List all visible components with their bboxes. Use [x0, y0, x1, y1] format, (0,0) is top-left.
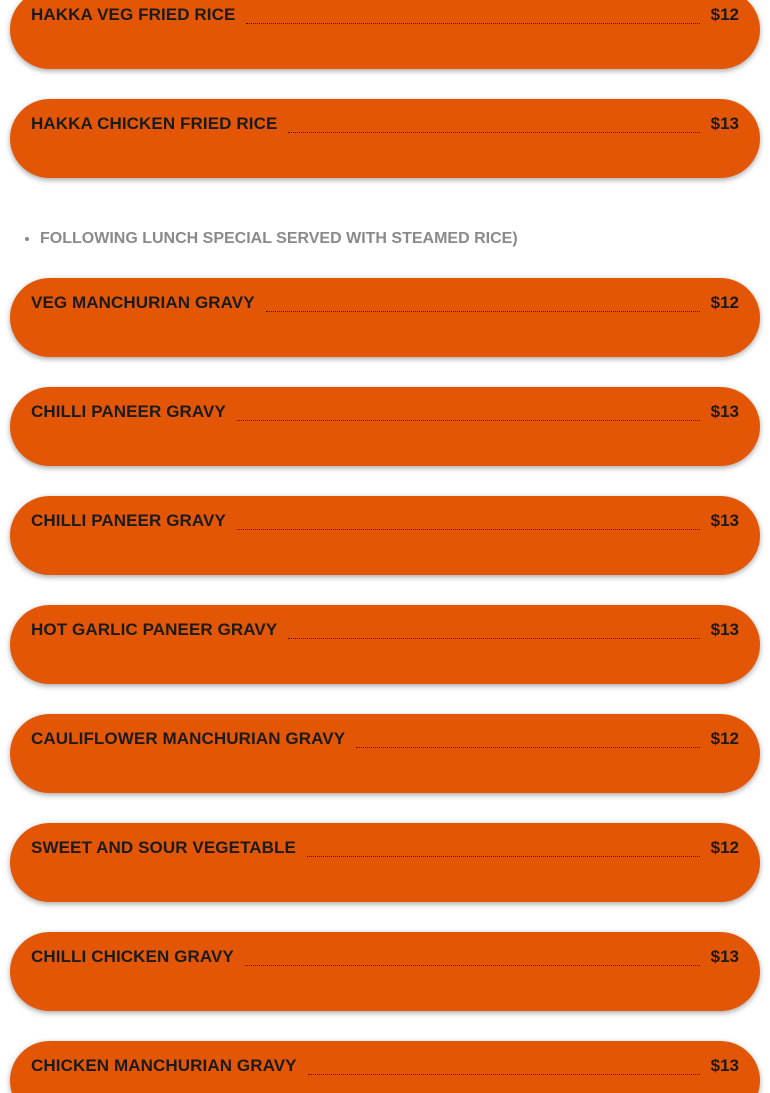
dotted-leader	[266, 311, 700, 312]
menu-item-card	[10, 605, 760, 684]
menu-item-name: HOT GARLIC PANEER GRAVY	[31, 620, 278, 639]
dotted-leader	[288, 638, 699, 639]
menu-item-card	[10, 932, 760, 1011]
menu-item-price: $13	[710, 114, 739, 133]
menu-item-card	[10, 823, 760, 902]
note-item: • FOLLOWING LUNCH SPECIAL SERVED WITH STEAMED RICE)	[40, 230, 518, 248]
dotted-leader	[288, 132, 699, 133]
menu-item-row	[31, 727, 739, 751]
menu-item-row	[31, 945, 739, 969]
note-list	[0, 230, 518, 248]
menu-item-price: $13	[710, 620, 739, 639]
dotted-leader	[308, 1074, 700, 1075]
menu-item-name: CHILLI PANEER GRAVY	[31, 402, 226, 421]
menu-item-card	[10, 99, 760, 178]
menu-item-name: CAULIFLOWER MANCHURIAN GRAVY	[31, 729, 346, 748]
dotted-leader	[237, 420, 700, 421]
menu-item-price: $12	[710, 5, 739, 24]
dotted-leader	[237, 529, 700, 530]
menu-item-row	[31, 509, 739, 533]
menu-item-row	[31, 3, 739, 27]
menu-item-card	[10, 496, 760, 575]
menu-item-name: SWEET AND SOUR VEGETABLE	[31, 838, 296, 857]
menu-item-name: VEG MANCHURIAN GRAVY	[31, 293, 255, 312]
menu-item-name: CHILLI CHICKEN GRAVY	[31, 947, 234, 966]
menu-item-price: $13	[710, 402, 739, 421]
menu-item-price: $12	[710, 838, 739, 857]
dotted-leader	[245, 965, 700, 966]
dotted-leader	[356, 747, 699, 748]
dotted-leader	[307, 856, 700, 857]
menu-item-card	[10, 278, 760, 357]
menu-item-name: CHICKEN MANCHURIAN GRAVY	[31, 1056, 297, 1075]
menu-item-row	[31, 1054, 739, 1078]
menu-item-price: $12	[710, 729, 739, 748]
menu-item-card	[10, 714, 760, 793]
menu-item-card	[10, 1041, 760, 1093]
dotted-leader	[246, 23, 699, 24]
menu-item-name: CHILLI PANEER GRAVY	[31, 511, 226, 530]
menu-item-row	[31, 836, 739, 860]
menu-item-price: $13	[710, 947, 739, 966]
menu-item-name: HAKKA VEG FRIED RICE	[31, 5, 236, 24]
menu-item-row	[31, 400, 739, 424]
menu-item-row	[31, 291, 739, 315]
menu-item-card	[10, 387, 760, 466]
menu-item-row	[31, 618, 739, 642]
menu-item-price: $12	[710, 293, 739, 312]
menu-item-price: $13	[710, 511, 739, 530]
menu-item-row	[31, 112, 739, 136]
menu-item-card	[10, 0, 760, 69]
menu-item-price: $13	[710, 1056, 739, 1075]
menu-item-name: HAKKA CHICKEN FRIED RICE	[31, 114, 278, 133]
